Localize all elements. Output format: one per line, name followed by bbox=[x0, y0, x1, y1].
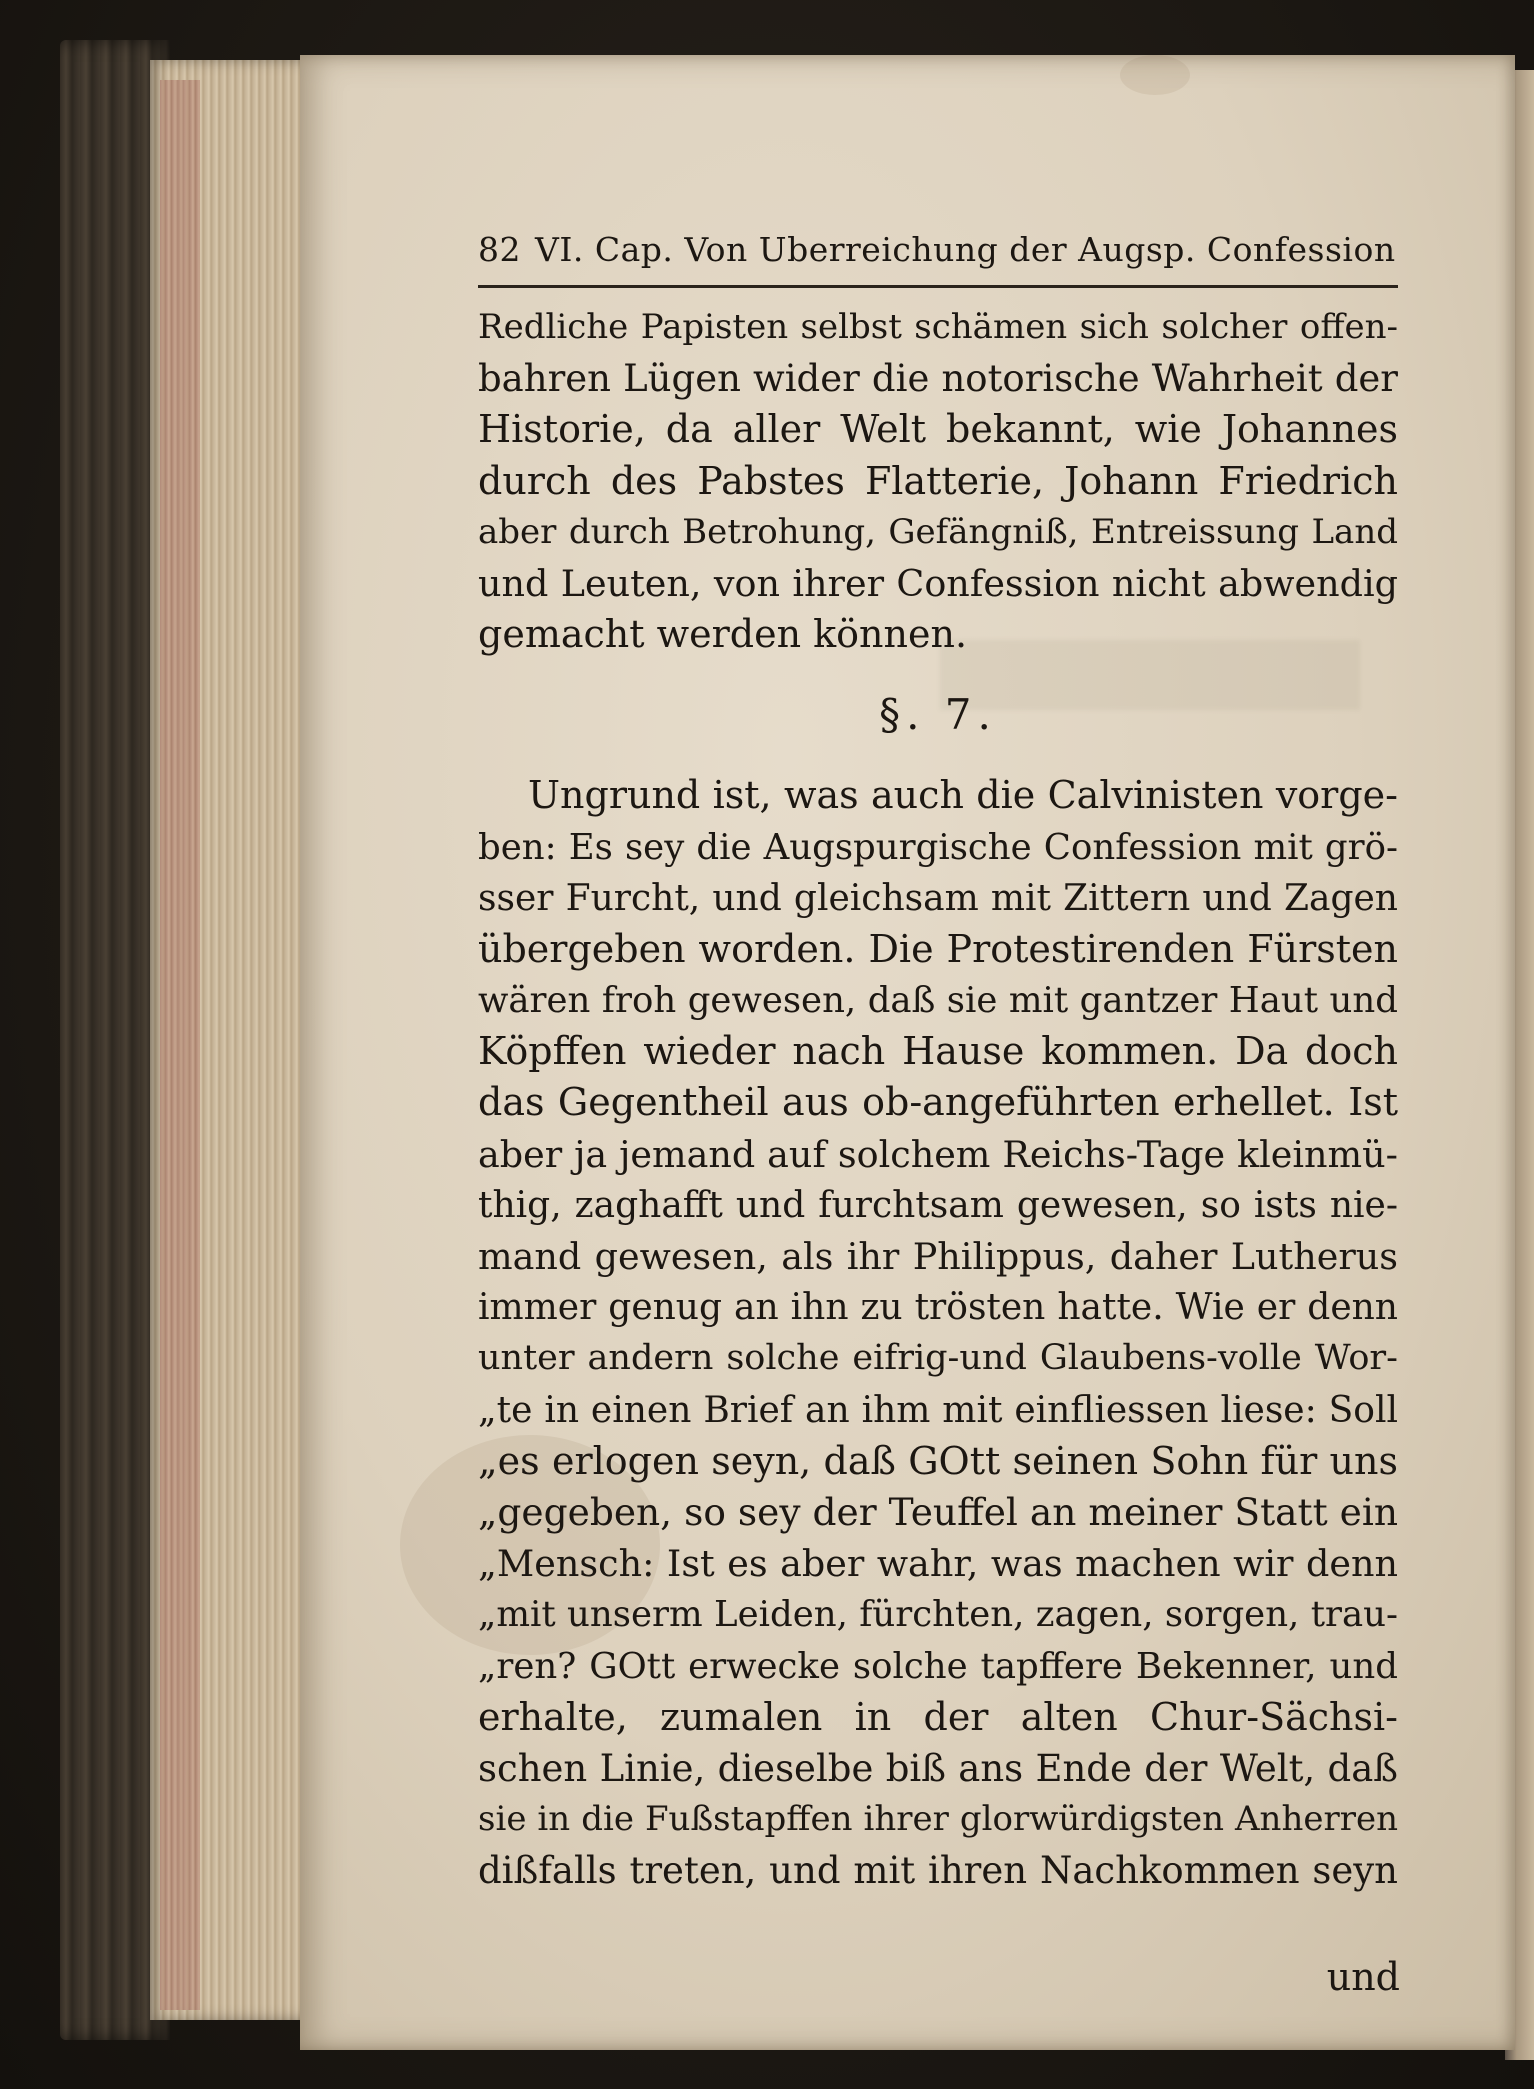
text-line: durch des Pabstes Flatterie, Johann Friedrich bbox=[478, 458, 1398, 503]
text-line: ben: Es sey die Augspurgische Confession mit grö- bbox=[478, 826, 1398, 868]
running-title: VI. Cap. Von Uberreichung der Augsp. Confession bbox=[535, 230, 1396, 269]
text-line: erhalte, zumalen in der alten Chur-Sächsi- bbox=[478, 1694, 1398, 1739]
text-line: mand gewesen, als ihr Philippus, daher Lutherus bbox=[478, 1235, 1398, 1278]
page-edges-tint bbox=[160, 80, 200, 2010]
section-heading: §. 7. bbox=[879, 690, 997, 740]
text-line: schen Linie, dieselbe biß ans Ende der Welt, daß bbox=[478, 1746, 1398, 1790]
text-line: dißfalls treten, und mit ihren Nachkommen seyn bbox=[478, 1849, 1398, 1893]
text-line: gemacht werden können. bbox=[478, 612, 968, 657]
text-line: und Leuten, von ihrer Confession nicht abwendig bbox=[478, 561, 1398, 605]
text-line: „es erlogen seyn, daß GOtt seinen Sohn für uns bbox=[478, 1438, 1398, 1483]
paragraph-1 bbox=[478, 302, 1398, 660]
running-header bbox=[478, 230, 1398, 288]
catchword: und bbox=[1326, 1955, 1400, 1999]
text-line: thig, zaghafft und furchtsam gewesen, so ists nie- bbox=[478, 1184, 1398, 1226]
text-line: aber durch Betrohung, Gefängniß, Entreissung Land bbox=[478, 511, 1398, 552]
text-line: sie in die Fußstapffen ihrer glorwürdigsten Anherren bbox=[478, 1799, 1398, 1840]
text-line: Historie, da aller Welt bekannt, wie Johannes bbox=[478, 407, 1398, 452]
text-line: wären froh gewesen, daß sie mit gantzer Haut und bbox=[478, 980, 1398, 1022]
text-line: sser Furcht, und gleichsam mit Zittern und Zagen bbox=[478, 877, 1398, 919]
text-line: „Mensch: Ist es aber wahr, was machen wir denn bbox=[478, 1542, 1398, 1586]
text-line: „mit unserm Leiden, fürchten, zagen, sorgen, trau- bbox=[478, 1594, 1398, 1636]
text-line: unter andern solche eifrig-und Glaubens-volle Wor- bbox=[478, 1338, 1398, 1379]
page-stain bbox=[1120, 55, 1190, 95]
paragraph-2 bbox=[478, 770, 1398, 1896]
text-line: übergeben worden. Die Protestirenden Fürsten bbox=[478, 926, 1398, 971]
page-number: 82 bbox=[478, 230, 521, 269]
text-line: bahren Lügen wider die notorische Wahrheit der bbox=[478, 357, 1398, 401]
text-line: Ungrund ist, was auch die Calvinisten vorge- bbox=[528, 773, 1398, 818]
text-line: immer genug an ihn zu trösten hatte. Wie er denn bbox=[478, 1287, 1398, 1329]
text-line: Redliche Papisten selbst schämen sich solcher offen- bbox=[478, 307, 1398, 347]
text-line: Köpffen wieder nach Hause kommen. Da doch bbox=[478, 1029, 1398, 1074]
text-line: das Gegentheil aus ob-angeführten erhellet. Ist bbox=[478, 1080, 1398, 1125]
text-line: „ren? GOtt erwecke solche tapffere Bekenner, und bbox=[478, 1645, 1398, 1687]
text-line: „gegeben, so sey der Teuffel an meiner Statt ein bbox=[478, 1489, 1398, 1534]
text-line: „te in einen Brief an ihm mit einfliessen liese: Soll bbox=[478, 1389, 1398, 1431]
text-line: aber ja jemand auf solchem Reichs-Tage kleinmü- bbox=[478, 1132, 1398, 1176]
book-page bbox=[300, 55, 1515, 2050]
text-block bbox=[478, 230, 1398, 1896]
